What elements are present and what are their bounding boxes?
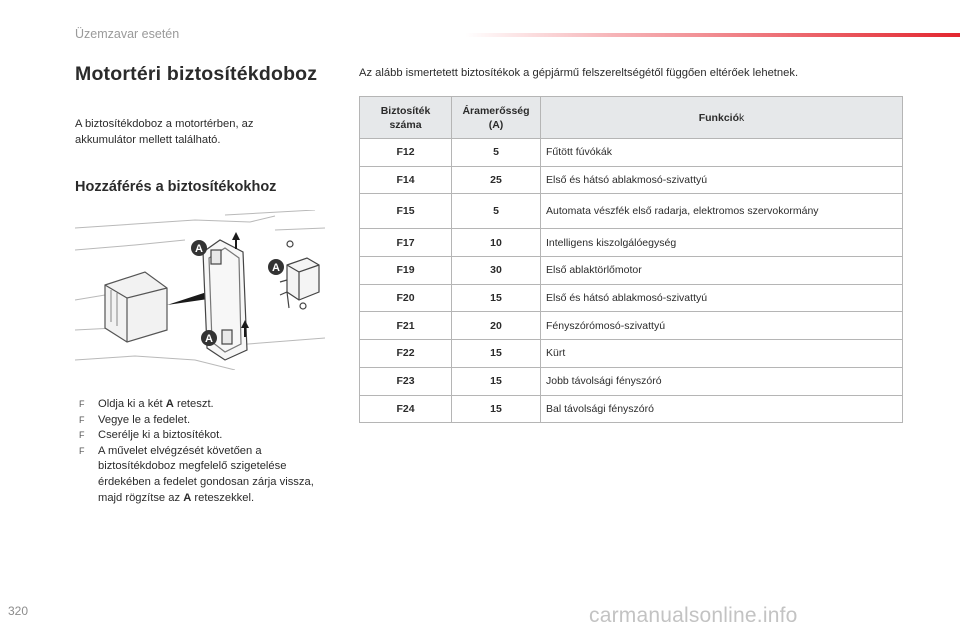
fuse-number: F23 (360, 367, 452, 395)
header-rule (465, 33, 960, 37)
table-row (360, 166, 903, 194)
table-row (360, 312, 903, 340)
table-row (360, 395, 903, 423)
section-subtitle: Hozzáférés a biztosítékokhoz (75, 179, 277, 195)
instruction-step: F Oldja ki a két A reteszt. (75, 397, 325, 413)
fuse-function: Kürt (541, 340, 903, 368)
column-header-amperage: Áramerősség (A) (452, 97, 541, 139)
fuse-number: F17 (360, 229, 452, 257)
table-row (360, 229, 903, 257)
instruction-step: F Vegye le a fedelet. (75, 413, 325, 429)
fuse-amperage: 30 (452, 257, 541, 285)
fuse-box-illustration (75, 210, 325, 370)
instruction-list (75, 397, 325, 506)
table-row (360, 139, 903, 167)
fuse-number: F22 (360, 340, 452, 368)
column-header-functions: Funkciók (541, 97, 903, 139)
page-number: 320 (8, 604, 29, 618)
intro-text: A biztosítékdoboz a motortérben, az akkumulátor mellett található. (75, 118, 254, 146)
watermark: carmanualsonline.info (589, 604, 798, 627)
table-row (360, 257, 903, 285)
fuse-number: F19 (360, 257, 452, 285)
fuse-amperage: 20 (452, 312, 541, 340)
svg-text:A: A (195, 243, 203, 255)
running-header: Üzemzavar esetén (75, 27, 180, 41)
table-row (360, 194, 903, 229)
fuse-function: Bal távolsági fényszóró (541, 395, 903, 423)
fuse-amperage: 15 (452, 367, 541, 395)
fuse-function: Első és hátsó ablakmosó-szivattyú (541, 284, 903, 312)
fuse-amperage: 5 (452, 194, 541, 229)
fuse-function: Első ablaktörlőmotor (541, 257, 903, 285)
fuse-function: Jobb távolsági fényszóró (541, 367, 903, 395)
fuse-number: F15 (360, 194, 452, 229)
fuse-amperage: 10 (452, 229, 541, 257)
table-header-row (360, 97, 903, 139)
fuse-number: F24 (360, 395, 452, 423)
bullet-icon: F (79, 414, 85, 425)
instruction-step: F Cserélje ki a biztosítékot. (75, 428, 325, 444)
fuse-number: F12 (360, 139, 452, 167)
fuse-function: Első és hátsó ablakmosó-szivattyú (541, 166, 903, 194)
fuse-amperage: 15 (452, 395, 541, 423)
fuse-function: Intelligens kiszolgálóegység (541, 229, 903, 257)
table-note: Az alább ismertetett biztosítékok a gépjármű felszereltségétől függően eltérőek lehetnek. (359, 67, 799, 79)
bullet-icon: F (79, 445, 85, 456)
battery-shape (105, 272, 167, 342)
table-row (360, 284, 903, 312)
fuse-function: Automata vészfék első radarja, elektromos szervokormány (541, 194, 903, 229)
fuse-amperage: 15 (452, 340, 541, 368)
fuse-number: F21 (360, 312, 452, 340)
fuse-table (359, 96, 903, 423)
column-header-fuse-number: Biztosíték száma (360, 97, 452, 139)
fuse-number: F20 (360, 284, 452, 312)
fuse-number: F14 (360, 166, 452, 194)
fuse-amperage: 15 (452, 284, 541, 312)
page-title: Motortéri biztosítékdoboz (75, 63, 318, 85)
instruction-step: F A művelet elvégzését követően a biztosítékdoboz megfelelő szigetelése érdekében a fedelet gondosan zárja vissza, majd rögzítse az A reteszekkel. (79, 444, 314, 504)
fuse-amperage: 25 (452, 166, 541, 194)
bullet-icon: F (79, 430, 85, 441)
svg-text:A: A (205, 333, 213, 345)
table-row (360, 340, 903, 368)
fuse-amperage: 5 (452, 139, 541, 167)
svg-text:A: A (272, 262, 280, 274)
cover-shape (280, 241, 319, 309)
table-row (360, 367, 903, 395)
bullet-icon: F (79, 399, 85, 409)
fuse-function: Fűtött fúvókák (541, 139, 903, 167)
fuse-function: Fényszórómosó-szivattyú (541, 312, 903, 340)
